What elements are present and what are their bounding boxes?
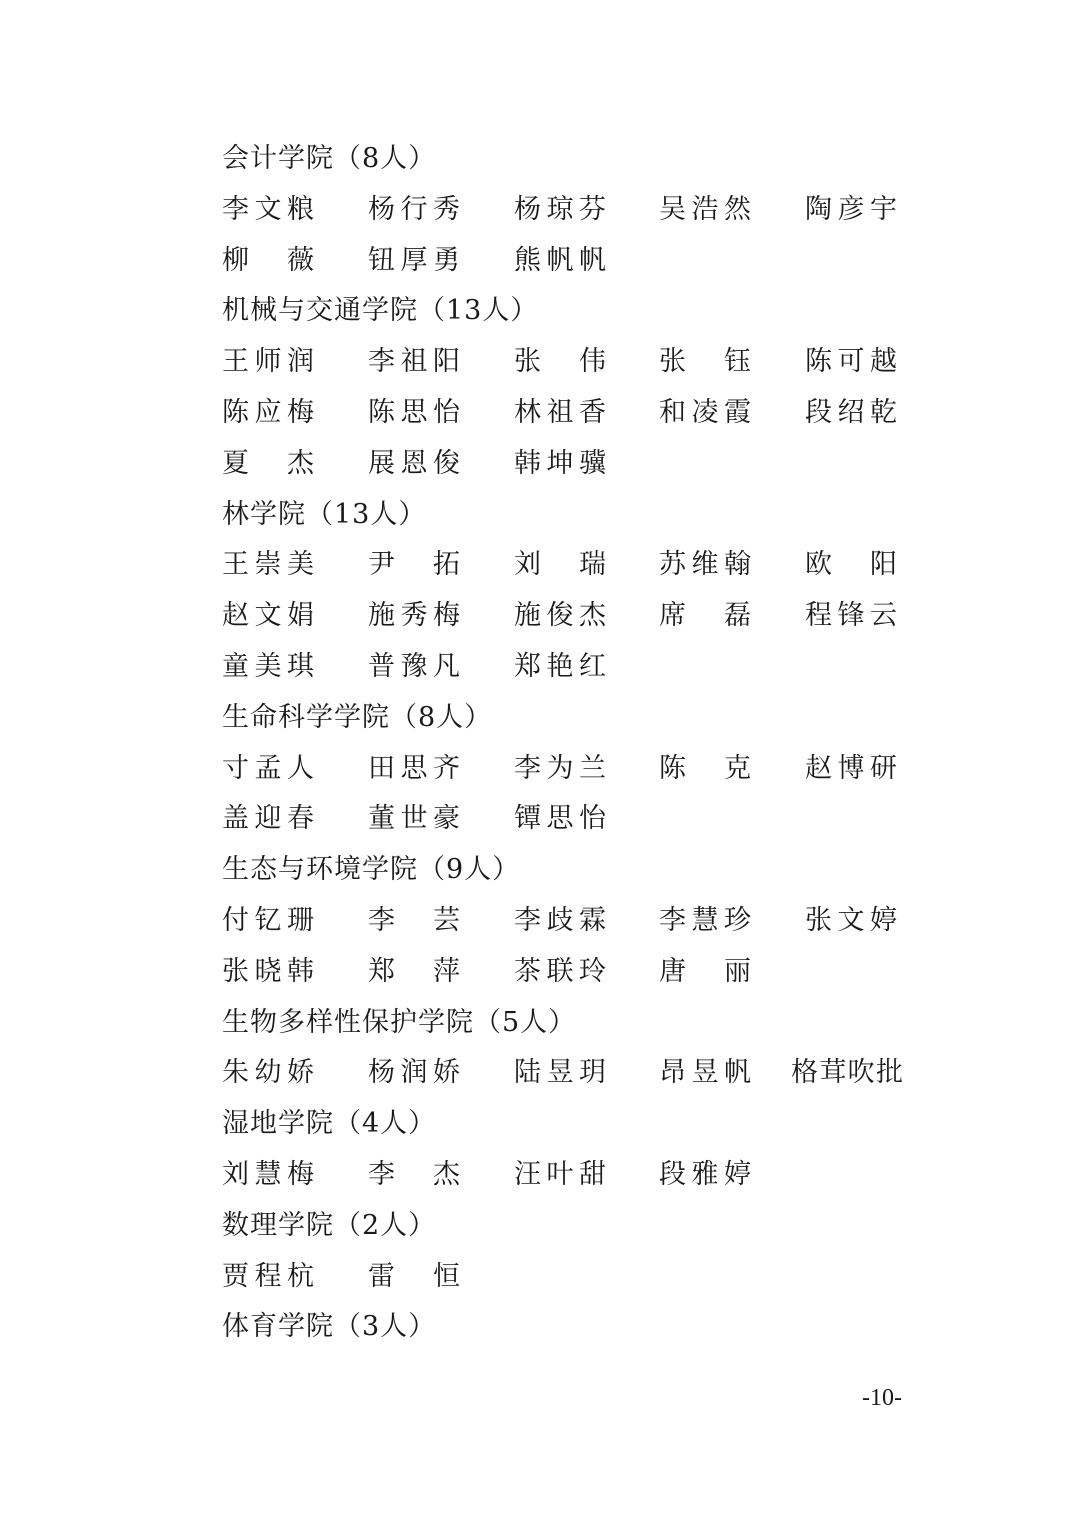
page-number: -10-	[862, 1385, 902, 1411]
person-name: 格茸吹批	[791, 1057, 903, 1089]
person-name: 张 伟	[514, 346, 606, 378]
person-name: 陈思怡	[368, 396, 460, 428]
person-name: 陈可越	[805, 346, 897, 378]
person-name: 田思齐	[368, 752, 460, 784]
section-heading: 生物多样性保护学院（5人）	[222, 1006, 577, 1038]
person-name: 陈 克	[659, 752, 751, 784]
person-name: 欧 阳	[805, 549, 897, 581]
name-list	[222, 134, 942, 1353]
person-name: 张文婷	[805, 904, 897, 936]
person-name: 陈应梅	[222, 396, 314, 428]
person-name: 李祖阳	[368, 346, 460, 378]
person-name: 李歧霖	[514, 904, 606, 936]
person-name: 童美琪	[222, 650, 314, 682]
person-name: 陆昱玥	[514, 1057, 606, 1089]
person-name: 张晓韩	[222, 955, 314, 987]
section-heading: 会计学院（8人）	[222, 143, 437, 174]
person-name: 李文粮	[222, 193, 314, 225]
name-row	[222, 540, 942, 591]
name-row	[222, 642, 942, 693]
section-heading: 生态与环境学院（9人）	[222, 854, 521, 886]
person-name: 段绍乾	[805, 396, 897, 428]
person-name: 施秀梅	[368, 600, 460, 632]
person-name: 朱幼娇	[222, 1057, 314, 1089]
person-name: 施俊杰	[514, 600, 606, 632]
name-row	[222, 236, 942, 287]
name-row	[222, 1252, 942, 1303]
person-name: 刘 瑞	[514, 549, 606, 581]
person-name: 段雅婷	[659, 1158, 751, 1190]
name-row	[222, 185, 942, 236]
person-name: 雷 恒	[368, 1260, 460, 1292]
person-name: 镡思怡	[514, 803, 606, 835]
person-name: 普豫凡	[368, 650, 460, 682]
person-name: 付钇珊	[222, 904, 314, 936]
person-name: 郑艳红	[514, 650, 606, 682]
person-name: 贾程杭	[222, 1260, 314, 1292]
name-row	[222, 388, 942, 439]
person-name: 郑 萍	[368, 955, 460, 987]
person-name: 刘慧梅	[222, 1158, 314, 1190]
name-row	[222, 1048, 942, 1099]
person-name: 李慧珍	[659, 904, 751, 936]
name-row	[222, 896, 942, 947]
person-name: 盖迎春	[222, 803, 314, 835]
person-name: 和凌霞	[659, 396, 751, 428]
person-name: 尹 拓	[368, 549, 460, 581]
name-row	[222, 744, 942, 795]
person-name: 夏 杰	[222, 447, 314, 479]
person-name: 钮厚勇	[368, 244, 460, 276]
person-name: 杨润娇	[368, 1057, 460, 1089]
section-heading: 生命科学学院（8人）	[222, 701, 493, 733]
person-name: 杨琼芬	[514, 193, 606, 225]
name-row	[222, 947, 942, 998]
person-name: 展恩俊	[368, 447, 460, 479]
section-heading: 湿地学院（4人）	[222, 1108, 437, 1140]
section-heading: 机械与交通学院（13人）	[222, 295, 539, 327]
person-name: 茶联玲	[514, 955, 606, 987]
person-name: 李为兰	[514, 752, 606, 784]
person-name: 韩坤骥	[514, 447, 606, 479]
section-heading: 体育学院（3人）	[222, 1311, 437, 1343]
section-heading: 数理学院（2人）	[222, 1209, 437, 1241]
person-name: 王师润	[222, 346, 314, 378]
section-heading: 林学院（13人）	[222, 498, 427, 530]
name-row	[222, 1150, 942, 1201]
person-name: 李 杰	[368, 1158, 460, 1190]
person-name: 唐 丽	[659, 955, 751, 987]
name-row	[222, 337, 942, 388]
person-name: 赵博研	[805, 752, 897, 784]
person-name: 陶彦宇	[805, 193, 897, 225]
person-name: 李 芸	[368, 904, 460, 936]
name-row	[222, 439, 942, 490]
person-name: 昂昱帆	[659, 1057, 751, 1089]
name-row	[222, 794, 942, 845]
person-name: 熊帆帆	[514, 244, 606, 276]
person-name: 寸孟人	[222, 752, 314, 784]
person-name: 汪叶甜	[514, 1158, 606, 1190]
person-name: 吴浩然	[659, 193, 751, 225]
person-name: 赵文娟	[222, 600, 314, 632]
person-name: 张 钰	[659, 346, 751, 378]
person-name: 董世豪	[368, 803, 460, 835]
person-name: 柳 薇	[222, 244, 314, 276]
person-name: 程锋云	[805, 600, 897, 632]
name-row	[222, 591, 942, 642]
person-name: 席 磊	[659, 600, 751, 632]
person-name: 杨行秀	[368, 193, 460, 225]
person-name: 林祖香	[514, 396, 606, 428]
person-name: 苏维翰	[659, 549, 751, 581]
person-name: 王崇美	[222, 549, 314, 581]
